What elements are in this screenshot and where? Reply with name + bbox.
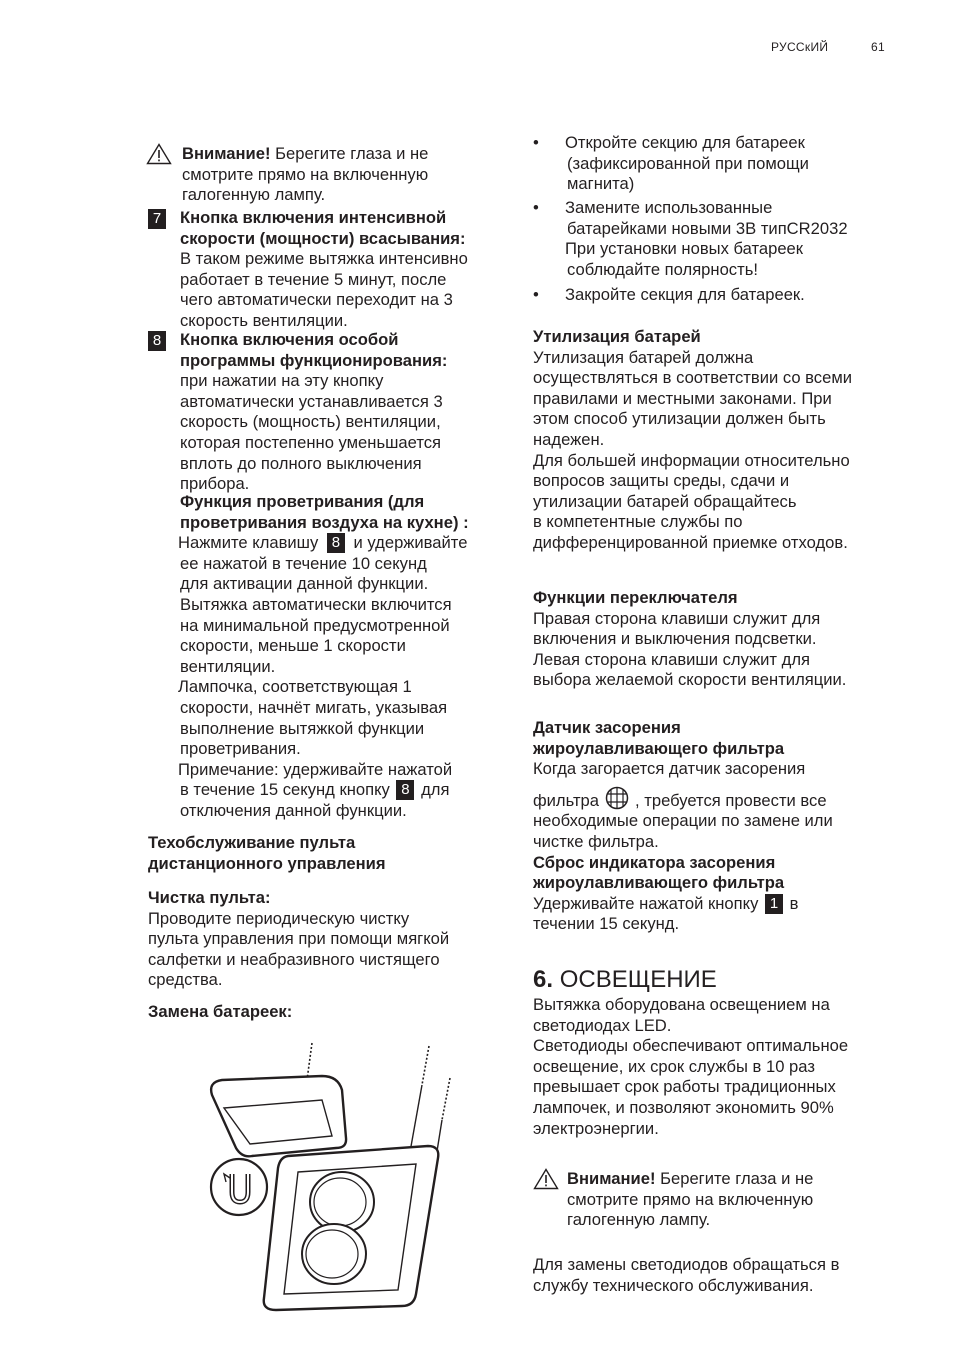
warning-text: Берегите глаза и не [275, 144, 429, 163]
section-title: ОСВЕЩЕНИЕ [559, 966, 717, 993]
lighting-text: освещение, их срок службы в 10 раз [533, 1056, 815, 1076]
sensor-title: жироулавливающего фильтра [533, 738, 785, 758]
airing-text: вентиляции. [180, 656, 276, 676]
airing-text: ее нажатой в течение 10 секунд [180, 553, 427, 573]
item-7-title: Кнопка включения интенсивной [180, 208, 447, 227]
sensor-filter-line: фильтра , требуется провести все [533, 786, 913, 812]
sensor-text: чистке фильтра. [533, 831, 659, 851]
disposal-text: дифференцированной приемке отходов. [533, 532, 848, 552]
airing-lamp-text: выполнение вытяжкой функции [180, 718, 425, 738]
filter-sensor-section [533, 718, 913, 935]
warning-text: смотрите прямо на включенную [182, 164, 429, 184]
maintenance-section [148, 833, 508, 874]
disposal-text: Утилизация батарей должна [533, 347, 754, 367]
warning-triangle-icon [146, 143, 172, 165]
cleaning-text: Проводите периодическую чистку [148, 908, 410, 928]
cleaning-text: пульта управления при помощи мягкой [148, 929, 450, 949]
service-text: Для замены светодиодов обращаться в [533, 1255, 840, 1274]
lighting-text: лампочек, и позволяют экономить 90% [533, 1097, 834, 1117]
disposal-text: правилами и местными законами. При [533, 388, 832, 408]
item-8-title: программы функционирования: [180, 350, 448, 370]
switch-text: включения и выключения подсветки. [533, 629, 817, 649]
disposal-text: осуществляться в соответствии со всеми [533, 368, 852, 388]
airing-title: Функция проветривания (для [180, 492, 425, 511]
warning-text: смотрите прямо на включенную [567, 1189, 814, 1209]
button-badge-8: 8 [327, 533, 345, 553]
disposal-text: в компетентные службы по [533, 512, 743, 532]
reset-text: течении 15 секунд. [533, 914, 680, 934]
airing-lamp-text: Лампочка, соответствующая 1 [178, 677, 412, 697]
lighting-text: электроэнергии. [533, 1118, 659, 1138]
header-language: РУССкИЙ [771, 40, 829, 54]
header-page-number: 61 [871, 40, 885, 54]
cleaning-title: Чистка пульта: [148, 888, 271, 907]
section-number: 6. [533, 966, 554, 993]
service-note [533, 1255, 913, 1296]
warning-text: Берегите глаза и не [660, 1169, 814, 1188]
battery-compartment-figure [200, 1040, 470, 1312]
airing-text: Вытяжка автоматически включится [180, 594, 452, 614]
cleaning-section [148, 888, 508, 991]
lighting-text: Вытяжка оборудована освещением на [533, 995, 830, 1014]
section-heading [533, 966, 717, 994]
disposal-text: Для большей информации относительно [533, 450, 850, 470]
cleaning-text: средства. [148, 970, 223, 990]
reset-title: Сброс индикатора засорения [533, 852, 776, 872]
switch-text: Правая сторона клавиши служит для [533, 608, 821, 628]
airing-press-line: Нажмите клавишу 8 и удерживайте [178, 533, 468, 553]
warning-text: галогенную лампу. [182, 185, 326, 205]
button-badge-8: 8 [396, 780, 414, 800]
airing-function-block [180, 492, 520, 822]
airing-lamp-text: скорости, начнёт мигать, указывая [180, 697, 448, 717]
button-badge-8: 8 [148, 331, 166, 351]
item-7-text: работает в течение 5 минут, после [180, 269, 447, 289]
item-8-text: прибора. [180, 474, 250, 494]
item-8-text: скорость (мощность) вентиляции, [180, 412, 441, 432]
item-7-title: скорости (мощности) всасывания: [180, 228, 466, 248]
grease-filter-icon [605, 786, 629, 810]
button-badge-7: 7 [148, 209, 166, 229]
maintenance-title: дистанционного управления [148, 853, 386, 873]
item-8-text: при нажатии на эту кнопку [180, 371, 384, 391]
switch-text: Левая сторона клавиши служит для [533, 649, 810, 669]
disposal-text: вопросов защиты среды, сдачи и [533, 471, 790, 491]
warning-triangle-icon [533, 1168, 559, 1190]
lighting-section [533, 995, 913, 1139]
switch-text: выбора желаемой скорости вентиляции. [533, 670, 847, 690]
airing-text: скорости, меньше 1 скорости [180, 636, 406, 656]
disposal-text: утилизации батарей обращайтесь [533, 491, 797, 511]
button-badge-1: 1 [765, 894, 783, 914]
warning-title: Внимание! [182, 144, 271, 163]
lighting-text: светодиодах LED. [533, 1015, 672, 1035]
reset-hold-line: Удерживайте нажатой кнопку 1 в [533, 893, 799, 913]
sensor-text: необходимые операции по замене или [533, 811, 833, 831]
disposal-text: этом способ утилизации должен быть [533, 409, 826, 429]
sensor-text: Когда загорается датчик засорения [533, 759, 806, 779]
lighting-text: Светодиоды обеспечивают оптимальное [533, 1036, 849, 1056]
maintenance-title: Техобслуживание пульта [148, 833, 356, 852]
airing-lamp-text: проветривания. [180, 739, 301, 759]
manual-page: РУССкИЙ 61 Внимание! Берегите глаза и не смотрите прямо на включенную галогенную лампу. 7 Кнопка включения интенсивной скорости (мощности) всасывания: В таком режиме вытяжка интенсивно работает в течение 5 минут, после чего автоматически переходит на 3 скорость вентиляции. 8 Кнопка включения особой программы функционирования: при нажатии на эту кнопку автоматически устанавливается 3 скорость (мощность) вентиляции, которая постепенно уменьшается вплоть до полного выключения прибора. Функция проветривания (для проветривания воздуха на кухне) : Нажмите клавишу 8 и удерживайте ее нажатой в течение 10 секунд для активации данной функции. Вытяжка автоматически включится на минимальной предусмотренной скорости, меньше 1 скорости вентиляции. Лампочка, соответствующая 1 скорости, начнёт мигать, указывая выполнение вытяжкой функции проветривания. Примечание: удерживайте нажатой в течение 15 секунд кнопку 8 для отключения данной функции. Техобслуживание пульта дистанционного управления Чистка пульта: Проводите периодическую чистку пульта управления при помощи мягкой салфетки и неабразивного чистящего средства. Замена батареек: • Откройте секцию для батареек (зафиксированной при помощи магнита) • Замените использованные батарейками новыми 3В типCR2032 При установки новых батареек соблюдайте полярность! • Закройте секция для батареек. Утилизация батарей Утилизация батарей должна осуществляться в соответствии со всеми правилами и местными законами. При этом способ утилизации должен быть надежен. Для большей информации относительно вопросов защиты среды, сдачи и утилизации батарей обращайтесь в компетентные службы по дифференцированной приемке отходов. Функции переключателя Правая сторона клавиши служит для включения и выключения подсветки. Левая сторона клавиши служит для выбора желаемой скорости вентиляции. Датчик засорения жироулавливающего фильтра Когда загорается датчик засорения фильтра , требуется провести все необходимые операции по замене или чистке фильтра. Сброс индикатора засорения жироулавливающего фильтра Удерживайте нажатой кнопку 1 в течении 15 секунд. 6. ОСВЕЩЕНИЕ Вытяжка оборудована освещением на светодиодах LED. Светодиоды обеспечивают оптимальное освещение, их срок службы в 10 раз превышает срок работы традиционных лампочек, и позволяют экономить 90% электроэнергии. Внимание! Берегите глаза и не смотрите прямо на включенную галогенную лампу. Для замены светодиодов обращаться в службу технического обслуживания. [0, 0, 954, 1352]
airing-note: отключения данной функции. [180, 800, 407, 820]
battery-replacement-title: Замена батареек: [148, 1002, 293, 1021]
warning-title: Внимание! [567, 1169, 656, 1188]
item-7-text: чего автоматически переходит на 3 [180, 290, 453, 310]
lighting-text: превышает срок работы традиционных [533, 1077, 836, 1097]
disposal-title: Утилизация батарей [533, 327, 701, 346]
switch-title: Функции переключателя [533, 588, 738, 607]
item-8-text: вплоть до полного выключения [180, 453, 422, 473]
battery-disposal-section [533, 327, 913, 554]
service-text: службу технического обслуживания. [533, 1275, 814, 1295]
item-7-text: скорость вентиляции. [180, 310, 348, 330]
item-8-text: которая постепенно уменьшается [180, 432, 442, 452]
airing-note: Примечание: удерживайте нажатой [178, 759, 453, 779]
disposal-text: надежен. [533, 429, 605, 449]
warning-text: галогенную лампу. [567, 1210, 711, 1230]
sensor-title: Датчик засорения [533, 718, 681, 737]
airing-text: на минимальной предусмотренной [180, 615, 450, 635]
cleaning-text: салфетки и неабразивного чистящего [148, 949, 440, 969]
item-8-title: Кнопка включения особой [180, 330, 399, 349]
airing-text: для активации данной функции. [180, 574, 429, 594]
item-7-text: В таком режиме вытяжка интенсивно [180, 249, 468, 269]
switch-functions-section [533, 588, 913, 691]
magnet-icon [211, 1159, 267, 1215]
airing-title: проветривания воздуха на кухне) : [180, 512, 469, 532]
item-8-text: автоматически устанавливается 3 [180, 391, 443, 411]
reset-title: жироулавливающего фильтра [533, 873, 785, 893]
airing-note-line: в течение 15 секунд кнопку 8 для [180, 780, 450, 800]
